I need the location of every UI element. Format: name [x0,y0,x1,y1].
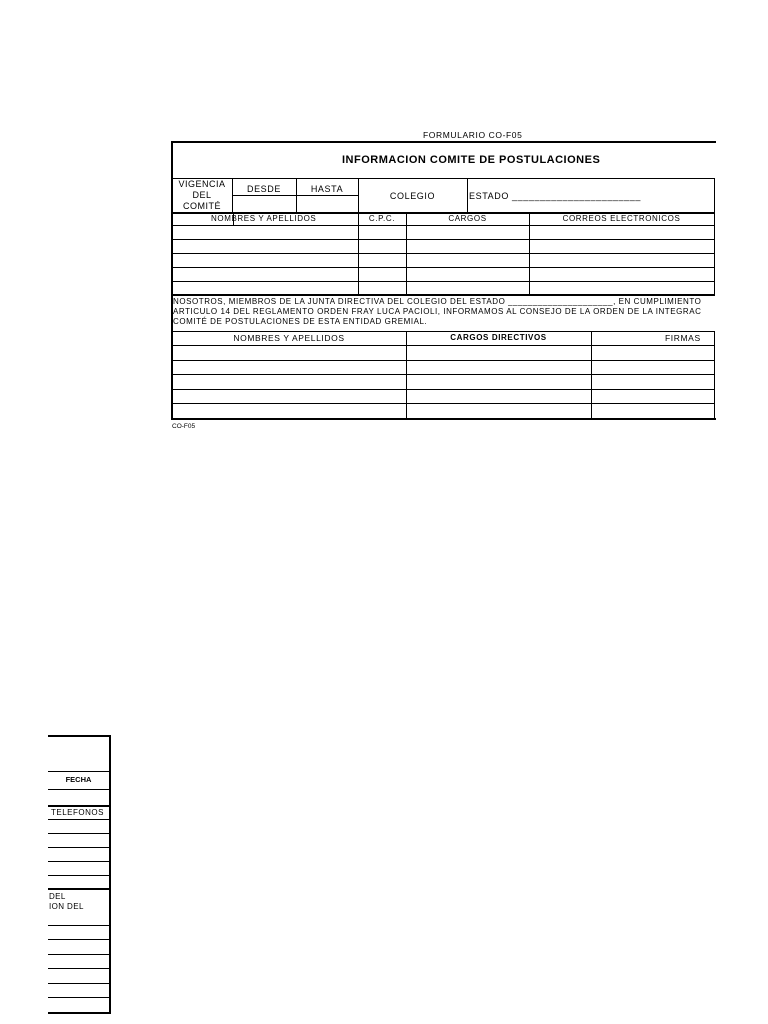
members-col-cpc: C.P.C. [368,214,396,223]
fragment-fecha-label: FECHA [65,775,92,784]
fragment-row-line [48,939,109,940]
members-col-cargos: CARGOS [448,214,487,223]
fragment-right [109,735,111,1014]
directors-row-line [172,389,715,390]
directors-col-cargos: CARGOS DIRECTIVOS [450,333,547,342]
hasta-value-field[interactable] [297,196,357,211]
directors-row-line [172,403,715,404]
fragment-row-line [48,925,109,926]
desde-value-field[interactable] [233,196,295,211]
fragment-telefonos-label: TELEFONOS [51,808,104,817]
members-header-tick [233,213,234,225]
directors-col-nombres: NOMBRES Y APELLIDOS [233,333,345,343]
fragment-fecha-top [48,771,109,772]
members-row-line [172,267,715,268]
fragment-row-line [48,875,109,876]
fragment-members-bottom [48,888,109,890]
fragment-row-line [48,954,109,955]
directors-row-line [172,360,715,361]
fragment-row-line [48,983,109,984]
header-row-top [172,178,715,179]
directors-row-line [172,374,715,375]
members-col-correos: CORREOS ELECTRONICOS [562,214,681,223]
fragment-top [48,735,111,737]
statement-text: NOSOTROS, MIEMBROS DE LA JUNTA DIRECTIVA DEL COLEGIO DEL ESTADO _____________________, EN CUMPLIMIENTO ARTICULO 14 DEL REGLAMENTO ORDEN FRAY LUCA PACIOLI, INFORMAMOS AL CONSEJO DE LA ORDEN DE LA INTEGRAC COMITÉ DE POSTULACIONES DE ESTA ENTIDAD GREMIAL. [173,297,702,326]
form-frame-bottom [171,418,716,420]
colegio-label: COLEGIO [389,191,436,201]
form-frame-top [171,141,716,143]
members-row-line [172,225,715,226]
directors-table-top [172,331,715,332]
form-code-title: FORMULARIO CO-F05 [423,130,523,140]
fragment-row-line [48,861,109,862]
estado-label: ESTADO _______________________ [469,191,641,201]
fragment-bottom [48,1012,111,1014]
fragment-statement-text: DEL ION DEL [49,892,84,911]
hasta-label: HASTA [310,184,344,194]
fragment-row-line [48,847,109,848]
members-row-line [172,253,715,254]
members-row-line [172,239,715,240]
fragment-row-line [48,968,109,969]
directors-row-line [172,345,715,346]
form-title: INFORMACION COMITE DE POSTULACIONES [342,154,601,166]
desde-label: DESDE [246,184,281,194]
header-divider-right [714,178,715,213]
directors-col-firmas: FIRMAS [665,333,701,343]
members-col-nombres: NOMBRES Y APELLIDOS [211,214,317,223]
fragment-row-line [48,833,109,834]
fragment-fecha-split [48,789,109,790]
header-divider-4 [467,178,468,213]
vigencia-label: VIGENCIA DEL COMITÉ [178,179,226,211]
members-row-line [172,281,715,282]
footer-code: CO-F05 [172,423,196,430]
fragment-row-line [48,819,109,820]
members-table-bottom [172,294,715,296]
fragment-header-bottom [48,805,109,807]
fragment-row-line [48,997,109,998]
